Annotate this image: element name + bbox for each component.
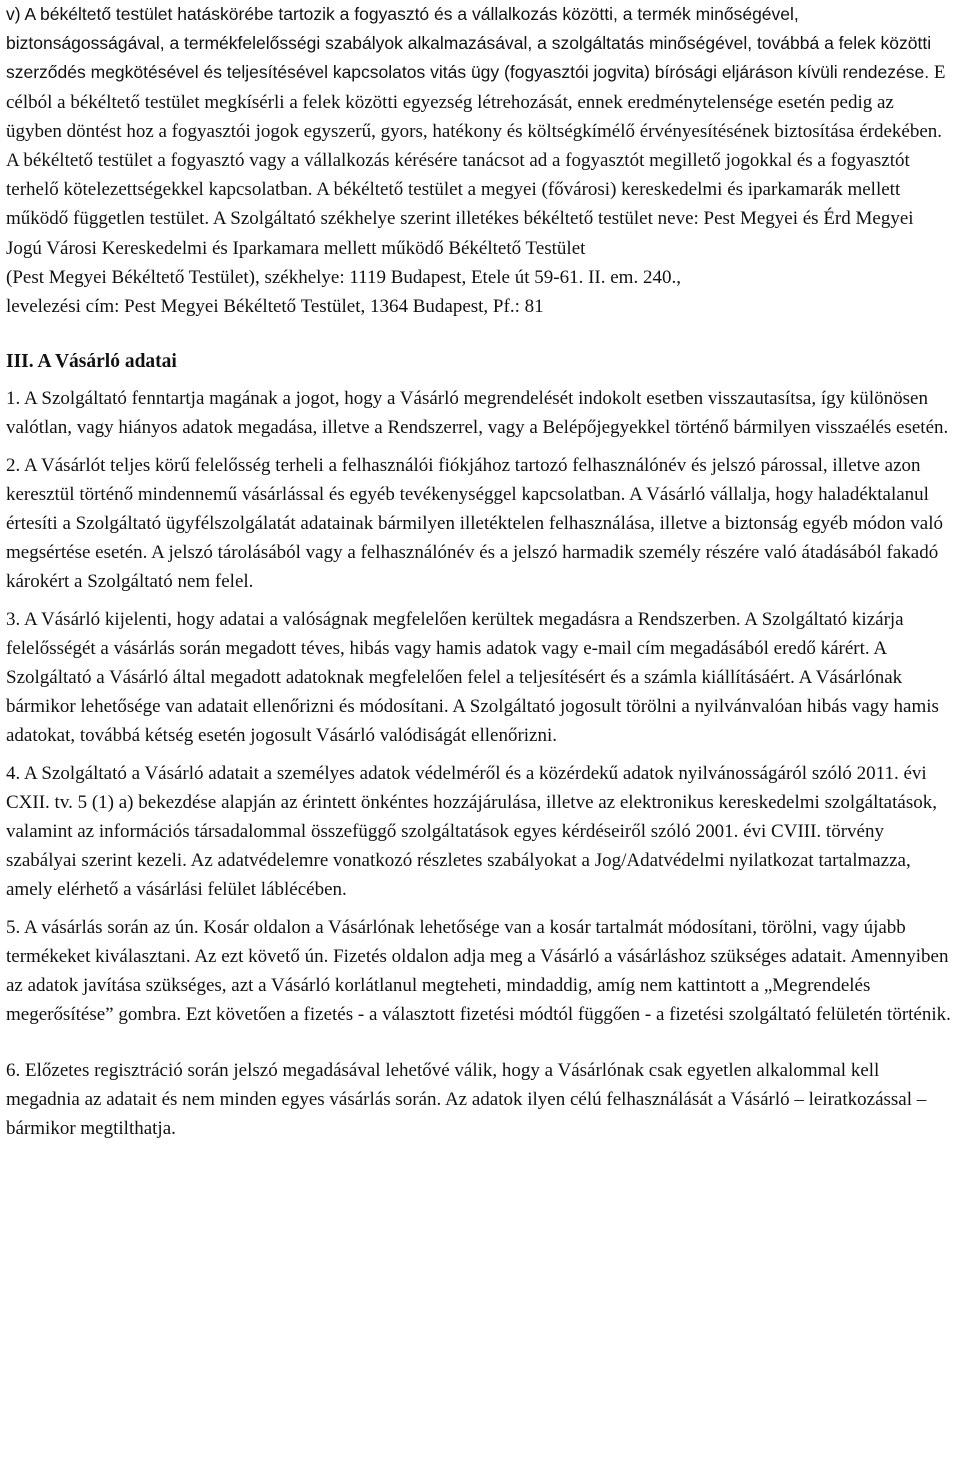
spacer (6, 905, 954, 913)
spacer (6, 751, 954, 759)
section-v-sans-text: v) A békéltető testület hatáskörébe tartozik a fogyasztó és a vállalkozás közötti, a termék minőségével, biztonságosságával, a termékfelelősségi szabályok alkalmazásával, a szolgáltatás minőségével, továbbá a felek közötti szerződés megkötésével és teljesítésével kapcsolatos vitás ügy (fogyasztói jogvita) bírósági eljáráson kívüli rendezése. (6, 4, 932, 83)
section-v-address-line: (Pest Megyei Békéltető Testület), székhelye: 1119 Budapest, Etele út 59-61. II. em. 240., (6, 266, 681, 288)
spacer (6, 443, 954, 451)
paragraph-4: 4. A Szolgáltató a Vásárló adatait a személyes adatok védelméről és a közérdekű adatok nyilvánosságáról szóló 2011. évi CXII. tv. 5 (1) a) bekezdése alapján az érintett önkéntes hozzájárulása, illetve az elektronikus kereskedelmi szolgáltatások, valamint az információs társadalommal összefüggő szolgáltatások egyes kérdéseiről szóló 2001. évi CVIII. törvény szabályai szerint kezeli. Az adatvédelemre vonatkozó részletes szabályokat a Jog/Adatvédelmi nyilatkozat tartalmazza, amely elérhető a vásárlási felület láblécében. (6, 762, 937, 901)
document-page (6, 0, 954, 1143)
spacer (6, 376, 954, 384)
paragraph-3: 3. A Vásárló kijelenti, hogy adatai a valóságnak megfelelően kerültek megadásra a Rendszerben. A Szolgáltató kizárja felelősségét a vásárlás során megadott téves, hibás vagy hamis adatok vagy e-mail cím megadásából eredő kárért. A Szolgáltató a Vásárló által megadott adatoknak megfelelően felel a teljesítésért és a számla kiállításáért. A Vásárlónak bármikor lehetősége van adatait ellenőrizni és módosítani. A Szolgáltató jogosult törölni a nyilvánvalóan hibás vagy hamis adatokat, továbbá kétség esetén jogosult Vásárló valódiságát ellenőrizni. (6, 608, 939, 747)
paragraph-5: 5. A vásárlás során az ún. Kosár oldalon a Vásárlónak lehetősége van a kosár tartalmát módosítani, törölni, vagy újabb termékeket kiválasztani. Az ezt követő ún. Fizetés oldalon adja meg a Vásárló a vásárláshoz szükséges adatait. Amennyiben az adatok javítása szükséges, azt a Vásárló korlátlanul megteheti, mindaddig, amíg nem kattintott a „Megrendelés megerősítése” gombra. Ezt követően a fizetés - a választott fizetési módtól függően - a fizetési szolgáltató felületén történik. (6, 916, 951, 1026)
spacer (6, 321, 954, 347)
section-v-paragraph (6, 0, 954, 263)
paragraph-6: 6. Előzetes regisztráció során jelszó megadásával lehetővé válik, hogy a Vásárlónak csak egyetlen alkalommal kell megadnia az adatait és nem minden egyes vásárlás során. Az adatok ilyen célú felhasználását a Vásárló – leiratkozással – bármikor megtilthatja. (6, 1059, 927, 1139)
paragraph-2: 2. A Vásárlót teljes körű felelősség terheli a felhasználói fiókjához tartozó felhasználónév és jelszó párossal, illetve azon keresztül történő mindennemű vásárlással és egyéb tevékenységgel kapcsolatban. A Vásárló vállalja, hogy haladéktalanul értesíti a Szolgáltató ügyfélszolgálatát adatainak bármilyen illetéktelen felhasználása, illetve a biztonság egyéb módon való megsértése esetén. A jelszó tárolásából vagy a felhasználónév és a jelszó harmadik személy részére való átadásából fakadó károkért a Szolgáltató nem felel. (6, 454, 943, 593)
section-v-serif-text: E célból a békéltető testület megkísérli a felek közötti egyezség létrehozását, ennek eredménytelensége esetén pedig az ügyben döntést hoz a fogyasztói jogok egyszerű, gyors, hatékony és költségkímélő érvényesítésének biztosítása érdekében. A békéltető testület a fogyasztó vagy a vállalkozás kérésére tanácsot ad a fogyasztót megillető jogokkal és a fogyasztót terhelő kötelezettségekkel kapcsolatban. A békéltető testület a megyei (fővárosi) kereskedelmi és iparkamarák mellett működő független testület. A Szolgáltató székhelye szerint illetékes békéltető testület neve: Pest Megyei és Érd Megyei Jogú Városi Kereskedelmi és Iparkamara mellett működő Békéltető Testület (6, 62, 946, 259)
paragraph-1: 1. A Szolgáltató fenntartja magának a jogot, hogy a Vásárló megrendelését indokolt esetben visszautasítsa, így különösen valótlan, vagy hiányos adatok megadása, illetve a Rendszerrel, vagy a Belépőjegyekkel történő bármilyen visszaélés esetén. (6, 388, 949, 439)
spacer (6, 1030, 954, 1056)
spacer (6, 597, 954, 605)
section-iii-heading: III. A Vásárló adatai (6, 351, 177, 373)
section-v-mail-line: levelezési cím: Pest Megyei Békéltető Testület, 1364 Budapest, Pf.: 81 (6, 296, 544, 318)
